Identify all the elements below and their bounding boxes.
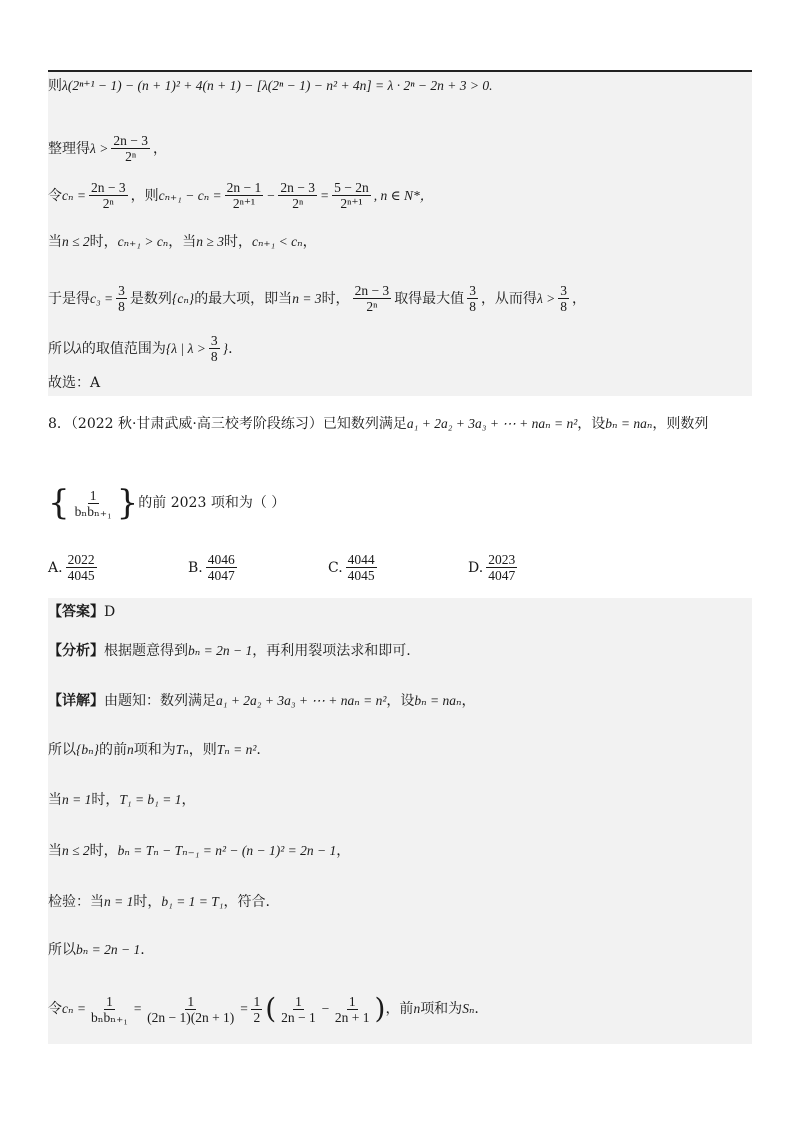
text: ，设 bbox=[386, 693, 415, 709]
text: 由题知：数列满足 bbox=[104, 693, 216, 709]
question-stem-2 bbox=[48, 483, 752, 523]
option-a[interactable] bbox=[48, 552, 100, 583]
analysis-line bbox=[48, 641, 752, 661]
option-letter: B. bbox=[188, 559, 203, 576]
option-letter: D. bbox=[468, 559, 484, 576]
row-6 bbox=[48, 333, 752, 364]
text: ，设 bbox=[577, 416, 606, 432]
fraction: $\frac{2n - 3}{\text{2ⁿ}}$ bbox=[354, 283, 390, 314]
formula: c₃ = bbox=[90, 290, 114, 306]
formula: λ bbox=[76, 340, 82, 356]
operator: = bbox=[320, 187, 330, 203]
fraction: $\frac{2022}{4045}$ bbox=[67, 552, 95, 583]
formula: n bbox=[127, 742, 134, 757]
text: 检验：当 bbox=[48, 894, 104, 910]
formula: , n ∈ N*， bbox=[373, 187, 434, 203]
formula: } bbox=[222, 340, 229, 356]
answer-value: D bbox=[104, 604, 116, 620]
formula: λ(2ⁿ⁺¹ − 1) − (n + 1)² + 4(n + 1) − [λ(2ⁿ − 1) − n² + 4n] = λ · 2ⁿ − 2n + 3 > 0. bbox=[62, 78, 493, 93]
text: 当 bbox=[48, 234, 62, 250]
text: 的最大项，即当 bbox=[194, 290, 293, 307]
text: . bbox=[256, 742, 261, 758]
text: ，前 bbox=[385, 1001, 414, 1017]
text: 故选：A bbox=[48, 375, 101, 391]
text: . bbox=[228, 340, 233, 357]
row-7 bbox=[48, 373, 752, 393]
text: 所以 bbox=[48, 340, 76, 357]
formula: bₙ = 2n − 1 bbox=[188, 643, 253, 658]
text: 的前 bbox=[99, 742, 128, 758]
text: ， bbox=[336, 843, 351, 859]
option-b[interactable] bbox=[188, 552, 240, 583]
fraction: $\frac{4046}{4047}$ bbox=[207, 552, 235, 583]
formula: cₙ = bbox=[62, 1001, 86, 1016]
text: ，则 bbox=[130, 187, 159, 204]
formula: bₙ = naₙ bbox=[605, 416, 653, 431]
text: ，则 bbox=[188, 742, 217, 758]
fraction: $\frac{2n - 3}{\text{2ⁿ}}$ bbox=[113, 133, 148, 164]
row-4 bbox=[48, 232, 752, 252]
detail-l4 bbox=[48, 892, 752, 912]
formula: n ≤ 2 bbox=[62, 234, 90, 249]
text: 整理得 bbox=[48, 140, 90, 157]
text: 取得最大值 bbox=[394, 290, 465, 307]
fraction: $\frac{3}{8}$ bbox=[118, 283, 125, 314]
operator: − bbox=[320, 1001, 330, 1016]
fraction: $\frac{1}{\text{bₙbₙ₊₁}}$ bbox=[90, 993, 128, 1025]
paren-left: ( bbox=[265, 992, 277, 1025]
fraction: $\frac{2n - 1}{\text{2ⁿ⁺¹}}$ bbox=[226, 180, 262, 211]
row-2: 整理得 λ > $\frac{2n - 3}{\text{2ⁿ}}$ ， bbox=[48, 133, 167, 164]
formula: bₙ = naₙ bbox=[414, 693, 462, 708]
detail-line bbox=[48, 691, 752, 711]
fraction: $\frac{3}{8}$ bbox=[469, 283, 476, 314]
answer-line bbox=[48, 602, 752, 622]
text: ，符合. bbox=[223, 894, 270, 910]
fraction: $\frac{5 - 2n}{\text{2ⁿ⁺¹}}$ bbox=[334, 180, 369, 211]
detail-l6 bbox=[48, 992, 752, 1026]
option-letter: A. bbox=[48, 559, 63, 576]
text: . bbox=[140, 942, 145, 958]
text: 项和为 bbox=[420, 1001, 463, 1017]
label: 【详解】 bbox=[48, 693, 104, 709]
fraction: $\frac{1}{2n + 1}$ bbox=[334, 993, 370, 1025]
fraction: $\frac{4044}{4045}$ bbox=[347, 552, 375, 583]
text: 的前 2023 项和为（ ） bbox=[138, 495, 286, 511]
text: ， bbox=[461, 693, 476, 709]
text: 根据题意得到 bbox=[104, 643, 188, 659]
label: 【答案】 bbox=[48, 604, 104, 620]
formula: Sₙ bbox=[462, 1001, 475, 1016]
fraction: $\frac{3}{8}$ bbox=[560, 283, 568, 314]
text: 令 bbox=[48, 1001, 62, 1017]
text: 时， bbox=[133, 894, 162, 910]
formula: T₁ = b₁ = 1 bbox=[119, 792, 182, 807]
fraction: $\frac{1}{2}$ bbox=[253, 993, 261, 1025]
formula: n = 3 bbox=[292, 290, 322, 306]
detail-l5 bbox=[48, 940, 752, 960]
text: ， bbox=[181, 792, 196, 808]
formula: Tₙ = n² bbox=[216, 742, 257, 757]
option-d[interactable] bbox=[468, 552, 520, 583]
formula: {λ | λ > bbox=[165, 340, 206, 356]
text: 时， bbox=[223, 234, 252, 250]
text: ， bbox=[302, 234, 317, 250]
operator: = bbox=[132, 1001, 143, 1016]
text: 于是得 bbox=[48, 290, 90, 307]
formula: n = 1 bbox=[104, 894, 134, 909]
detail-l2 bbox=[48, 790, 752, 810]
text: 时， bbox=[89, 843, 118, 859]
formula: n = 1 bbox=[62, 792, 92, 807]
formula: bₙ = 2n − 1 bbox=[76, 942, 141, 957]
text: 项和为 bbox=[133, 742, 176, 758]
fraction: $\frac{2n - 3}{\text{2ⁿ}}$ bbox=[280, 180, 316, 211]
formula: n ≤ 2 bbox=[62, 843, 90, 858]
fraction: $\frac{2023}{4047}$ bbox=[488, 552, 516, 583]
text: ，当 bbox=[168, 234, 197, 250]
formula: a₁ + 2a₂ + 3a₃ + ⋯ + naₙ = n² bbox=[216, 693, 387, 708]
detail-l1 bbox=[48, 740, 752, 760]
text: ，则数列 bbox=[652, 416, 709, 432]
formula: cₙ = bbox=[62, 187, 86, 203]
fraction: $\frac{1}{2n - 1}$ bbox=[281, 993, 316, 1025]
formula: bₙ = Tₙ − Tₙ₋₁ = n² − (n − 1)² = 2n − 1 bbox=[117, 843, 337, 858]
formula: n ≥ 3 bbox=[196, 234, 224, 249]
formula: Tₙ bbox=[175, 742, 189, 757]
text: 的取值范围为 bbox=[81, 340, 166, 357]
formula: λ > bbox=[90, 140, 109, 156]
label: 【分析】 bbox=[48, 643, 104, 659]
text: 当 bbox=[48, 843, 62, 859]
option-letter: C. bbox=[328, 559, 343, 576]
text: 所以 bbox=[48, 942, 76, 958]
option-c[interactable] bbox=[328, 552, 380, 583]
paren-right: ) bbox=[374, 992, 386, 1025]
formula: cₙ₊₁ − cₙ = bbox=[158, 187, 222, 203]
solution-panel-bottom bbox=[48, 598, 752, 1044]
operator: = bbox=[239, 1001, 249, 1016]
fraction: $\frac{1}{\text{bₙbₙ₊₁}}$ bbox=[74, 487, 112, 519]
text: 时， bbox=[91, 792, 120, 808]
text: 所以 bbox=[48, 742, 76, 758]
text: 当 bbox=[48, 792, 62, 808]
formula: λ > bbox=[536, 290, 556, 306]
text: 8．（2022 秋·甘肃武威·高三校考阶段练习）已知数列满足 bbox=[48, 416, 407, 432]
text: 令 bbox=[48, 187, 62, 204]
formula: {cₙ} bbox=[171, 290, 195, 306]
text: 时， bbox=[89, 234, 118, 250]
formula: n bbox=[413, 1001, 421, 1016]
detail-l3 bbox=[48, 841, 752, 861]
text: ，从而得 bbox=[480, 290, 537, 307]
brace-left: { bbox=[48, 483, 70, 523]
text: ， bbox=[572, 290, 587, 307]
operator: − bbox=[266, 187, 276, 203]
fraction: $\frac{3}{8}$ bbox=[210, 333, 218, 364]
formula: a₁ + 2a₂ + 3a₃ + ⋯ + naₙ = n² bbox=[406, 416, 578, 431]
fraction: $\frac{1}{(2n - 1)(2n + 1)}$ bbox=[147, 993, 235, 1025]
question-stem bbox=[48, 414, 752, 434]
row-3 bbox=[48, 180, 752, 211]
formula: {bₙ} bbox=[76, 742, 100, 757]
fraction: $\frac{2n - 3}{\text{2ⁿ}}$ bbox=[90, 180, 126, 211]
text: ，再利用裂项法求和即可. bbox=[252, 643, 411, 659]
formula: cₙ₊₁ > cₙ bbox=[117, 234, 169, 249]
formula: cₙ₊₁ < cₙ bbox=[251, 234, 303, 249]
text: . bbox=[474, 1001, 479, 1017]
formula: b₁ = 1 = T₁ bbox=[161, 894, 224, 909]
brace-right: } bbox=[116, 483, 139, 523]
text: 时， bbox=[321, 290, 350, 307]
text: 则 bbox=[48, 78, 62, 94]
text: 是数列 bbox=[129, 290, 172, 307]
row-5 bbox=[48, 283, 752, 314]
row-1 bbox=[48, 76, 752, 96]
